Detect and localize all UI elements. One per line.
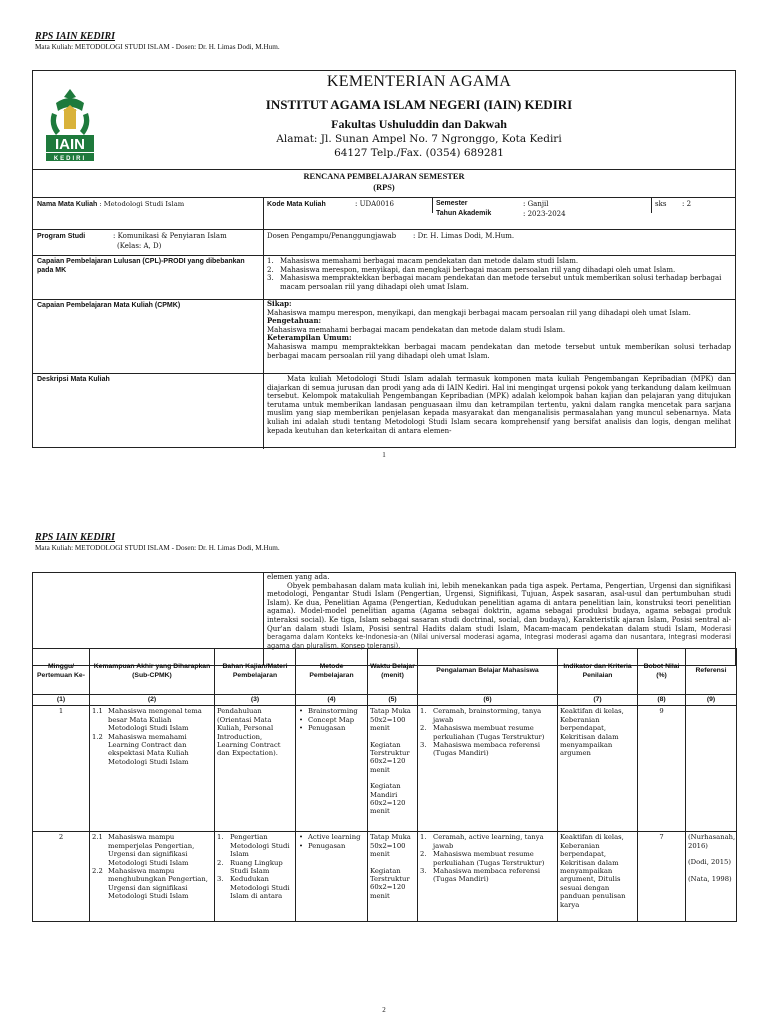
sub-cpmk-cell: 2.1 Mahasiswa mampu memperjelas Pengertian, Urgensi dan signifikasi Metodologi Studi Islam 2.2 Mahasiswa mampu menghubungkan Pengertian, Urgensi dan signifikasi Metodologi Studi Islam <box>90 832 215 922</box>
rps-title-text: RENCANA PEMBELAJARAN SEMESTER <box>303 172 465 181</box>
phone-line: 64127 Telp./Fax. (0354) 689281 <box>334 147 504 159</box>
col-referensi: Referensi <box>686 649 737 695</box>
col-minggu: Minggu/ Pertemuan Ke- <box>33 649 90 695</box>
keterampilan-text: Mahasiswa mampu mempraktekkan berbagai macam pendekatan dan metode tersebut untuk memberikan solusi terhadap berbagai macam persoalan riil yang dihadapi oleh umat Islam. <box>267 342 731 360</box>
bobot-cell: 7 <box>638 832 686 922</box>
cpl-item: 2. Mahasiswa merespon, menyikapi, dan mengkaji berbagai macam persoalan riil yang dihadapi oleh umat Islam. <box>267 265 676 274</box>
page-number-2: 2 <box>382 1006 386 1014</box>
cpmk-label: Capaian Pembelajaran Mata Kuliah (CPMK) <box>37 302 181 309</box>
index-cell: (9) <box>686 695 737 706</box>
schedule-table <box>32 648 737 922</box>
semester-label: Semester <box>436 200 468 207</box>
waktu-cell: Tatap Muka 50x2=100 menit Kegiatan Terstruktur 60x2=120 menit Kegiatan Mandiri 60x2=120 menit <box>368 706 418 832</box>
metode-cell: • Active learning • Penugasan <box>296 832 368 922</box>
table-row <box>33 832 737 922</box>
bahan-cell: 1. Pengertian Metodologi Studi Islam 2. Ruang Lingkup Studi Islam 3. Kedudukan Metodologi Studi Islam di antara <box>215 832 296 922</box>
index-cell: (2) <box>90 695 215 706</box>
iain-kediri-logo <box>42 85 98 163</box>
prodi-value: : Komunikasi & Penyiaran Islam <box>113 232 227 240</box>
index-cell: (6) <box>418 695 558 706</box>
metode-cell: • Brainstorming • Concept Map • Penugasan <box>296 706 368 832</box>
pengalaman-cell: 1. Ceramah, brainstorming, tanya jawab 2. Mahasiswa membuat resume perkuliahan (Tugas Terstruktur) 3. Mahasiswa membaca referensi (Tugas Mandiri) <box>418 706 558 832</box>
tahun-value: : 2023-2024 <box>523 210 566 218</box>
col-waktu: Waktu Belajar (menit) <box>368 649 418 695</box>
col-bobot: Bobot Nilai (%) <box>638 649 686 695</box>
kode-mk-value: : UDA0016 <box>355 200 394 208</box>
indikator-cell: Keaktifan di kelas, Keberanian berpendapat, Kekritisan dalam menyampaikan argumen <box>558 706 638 832</box>
dosen-value: : Dr. H. Limas Dodi, M.Hum. <box>413 232 515 240</box>
kelas-value: (Kelas: A, D) <box>117 242 162 250</box>
bobot-cell: 9 <box>638 706 686 832</box>
col-sub-cpmk: Kemampuan Akhir yang Diharapkan (Sub-CPMK) <box>90 649 215 695</box>
sks-label: sks <box>655 200 667 208</box>
logo-subtext: KEDIRI <box>53 156 87 162</box>
deskripsi-text: Mata kuliah Metodologi Studi Islam adalah termasuk komponen mata kuliah Pengembangan Kepribadian (MPK) dan diajarkan di semua jurusan dan prodi yang ada di IAIN Kediri. Hal ini mengingat urgensi pokok yang terkandung dalam keilmuan tersebut. Kelompok matakuliah Pengembangan Kepribadian (MPK) adalah kelompok bahan kajian dan pelajaran yang ditujukan terutama untuk memberikan landasan penguasaan ilmu dan ketrampilan tertentu, yakni dalam rangka mencetak para sarjana muslim yang siap memberikan penjelasan kepada masyarakat dan menganalisis permasalahan yang muncul sebenarnya. Mata kuliah ini adalah studi tentang Metodologi Studi Islam secara komprehensif yang bersifat analisis dan logis, dengan melihat kepada keutuhan dan keterkaitan di antara elemen- <box>267 375 731 435</box>
col-indikator: Indikator dan Kriteria Penilaian <box>558 649 638 695</box>
page1-header-subtitle: Mata Kuliah: METODOLOGI STUDI ISLAM - Dosen: Dr. H. Limas Dodi, M.Hum. <box>35 43 280 51</box>
cpl-item: 3. Mahasiswa mempraktekkan berbagai macam pendekatan dan metode tersebut untuk memberikan solusi terhadap berbagai macam persoalan riil yang dihadapi oleh umat Islam. <box>267 274 722 291</box>
prodi-label: Program Studi <box>37 233 86 240</box>
cpl-label: Capaian Pembelajaran Lulusan (CPL)-PRODI yang dibebankan pada MK <box>37 258 245 274</box>
index-cell: (1) <box>33 695 90 706</box>
rps-header-box <box>32 70 736 448</box>
index-cell: (3) <box>215 695 296 706</box>
continuation-small-text: Moderasi beragama dalam Konteks ke-Indonesia-an (Nilai universal moderasi agama, Integrasi moderasi agama dan nusantara, Integrasi moderasi agama dan pluralism, Konsep toleransi). <box>267 624 731 650</box>
table-header-row <box>33 649 737 695</box>
rps-title <box>33 171 735 193</box>
index-cell: (8) <box>638 695 686 706</box>
continuation-first-line: elemen yang ada. <box>267 573 330 581</box>
cpl-list <box>267 257 733 291</box>
sub-cpmk-cell: 1.1 Mahasiswa mengenal tema besar Mata Kuliah Metodologi Studi Islam 1.2 Mahasiswa memahami Learning Contract dan ekspektasi Mata Kuliah Metodologi Studi Islam <box>90 706 215 832</box>
logo-text: IAIN <box>55 136 85 153</box>
sikap-text: Mahasiswa mampu merespon, menyikapi, dan mengkaji berbagai macam persoalan riil yang dihadapi oleh umat Islam. <box>267 308 691 317</box>
table-index-row <box>33 695 737 706</box>
cpmk-content <box>267 300 731 360</box>
ministry-name: KEMENTERIAN AGAMA <box>326 73 512 90</box>
col-bahan: Bahan Kajian/Materi Pembelajaran <box>215 649 296 695</box>
tahun-label: Tahun Akademik <box>436 210 492 217</box>
faculty-name: Fakultas Ushuluddin dan Dakwah <box>331 117 507 131</box>
deskripsi-label: Deskripsi Mata Kuliah <box>37 376 110 383</box>
cpl-item: 1. Mahasiswa memahami berbagai macam pendekatan dan metode dalam studi Islam. <box>267 257 579 265</box>
deskripsi-continuation <box>267 573 731 650</box>
referensi-cell: (Nurhasanah, 2016) (Dodi, 2015) (Nata, 1998) <box>686 832 737 922</box>
index-cell: (5) <box>368 695 418 706</box>
kode-mk-label: Kode Mata Kuliah <box>267 201 326 208</box>
col-pengalaman: Pengalaman Belajar Mahasiswa <box>418 649 558 695</box>
semester-value: : Ganjil <box>523 200 549 208</box>
nama-mk-label: Nama Mata Kuliah : Metodologi Studi Islam <box>37 200 185 208</box>
keterampilan-label: Keterampilan Umum: <box>267 333 352 343</box>
bahan-cell: Pendahuluan (Orientasi Mata Kuliah, Personal Introduction, Learning Contract dan Expectation). <box>215 706 296 832</box>
institute-name: INSTITUT AGAMA ISLAM NEGERI (IAIN) KEDIRI <box>265 97 573 112</box>
page2-header-title: RPS IAIN KEDIRI <box>35 532 116 543</box>
pengetahuan-text: Mahasiswa memahami berbagai macam pendekatan dan metode dalam studi Islam. <box>267 325 566 334</box>
continuation-text: Obyek pembahasan dalam mata kuliah ini, lebih menekankan pada tiga aspek. Pertama, Pengertian, Urgensi dan signifikasi metodologi, Pengantar Studi Islam (Pengertian, Urgensi, Signifikasi, Tujuan, Aspek sasaran, asal-usul dan pertumbuhan studi Islam). Ke dua, Penelitian Agama (Pengertian, Kedudukan penelitian agama di antara penelitian lain, konstruksi teori penelitian agama). Model-model penelitian agama (Agama sebagai doktrin, agama sebagai produksi budaya, agama sebagai produk interaksi social). Ke tiga, Islam sebagai sasaran studi doctrinal, social, dan budaya), Karakteristik ajaran Islam, Posisi sentral al-Qur'an dalam studi Islam, Posisi sentral Hadits dalam studi Islam, Macam-macam pendekatan dalam studi Islam, <box>267 581 731 633</box>
rps-title-short: (RPS) <box>373 183 395 192</box>
sikap-label: Sikap: <box>267 299 292 308</box>
waktu-cell: Tatap Muka 50x2=100 menit Kegiatan Terstruktur 60x2=120 menit <box>368 832 418 922</box>
page1-header-title: RPS IAIN KEDIRI <box>35 31 116 42</box>
referensi-cell <box>686 706 737 832</box>
minggu-cell: 2 <box>33 832 90 922</box>
sks-value: : 2 <box>682 200 692 208</box>
dosen-label: Dosen Pengampu/Penanggungjawab <box>267 232 397 240</box>
address-line: Alamat: Jl. Sunan Ampel No. 7 Ngronggo, Kota Kediri <box>276 133 562 145</box>
index-cell: (7) <box>558 695 638 706</box>
col-metode: Metode Pembelajaran <box>296 649 368 695</box>
pengetahuan-label: Pengetahuan: <box>267 316 322 326</box>
pengalaman-cell: 1. Ceramah, active learning, tanya jawab 2. Mahasiswa membuat resume perkuliahan (Tugas Terstruktur) 3. Mahasiswa membaca referensi (Tugas Mandiri) <box>418 832 558 922</box>
page-number-1: 1 <box>382 451 386 459</box>
page2-header-subtitle: Mata Kuliah: METODOLOGI STUDI ISLAM - Dosen: Dr. H. Limas Dodi, M.Hum. <box>35 544 280 552</box>
index-cell: (4) <box>296 695 368 706</box>
table-row <box>33 706 737 832</box>
indikator-cell: Keaktifan di kelas, Keberanian berpendapat, Kekritisan dalam menyampaikan argument, Ditulis sesuai dengan panduan penulisan karya <box>558 832 638 922</box>
minggu-cell: 1 <box>33 706 90 832</box>
